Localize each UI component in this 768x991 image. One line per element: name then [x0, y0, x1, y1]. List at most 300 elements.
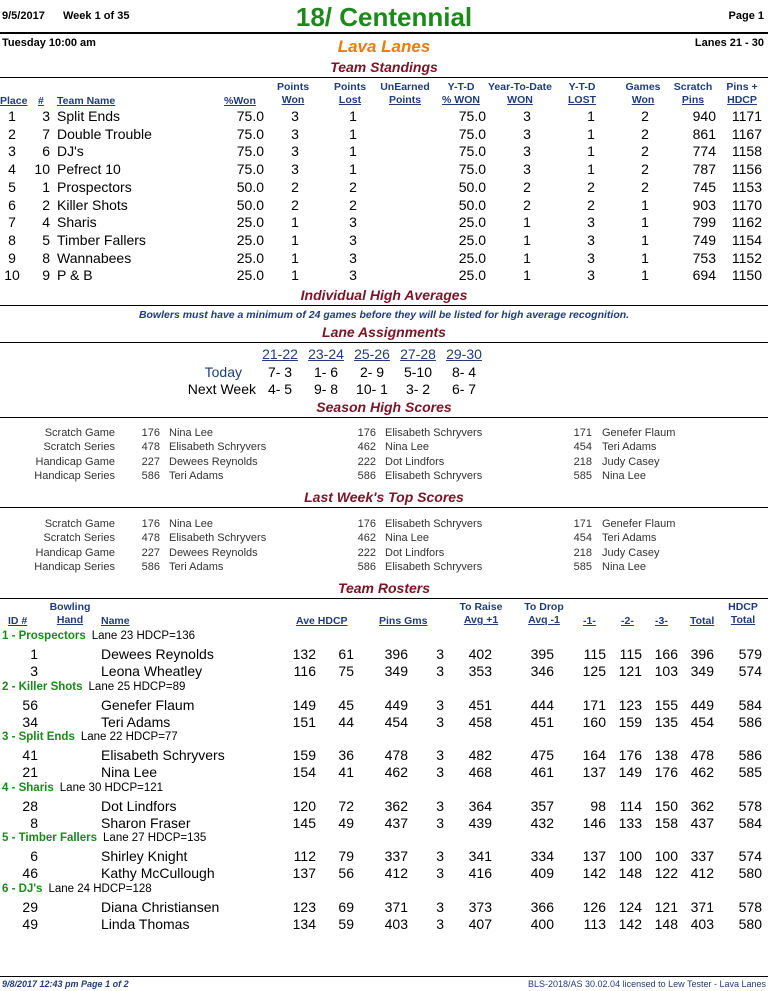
cell: 1: [42, 178, 50, 195]
cell: 151: [292, 713, 316, 730]
standings-row: [0, 214, 768, 232]
cell: Dewees Reynolds: [101, 646, 214, 662]
col-ytd-pct: Y-T-D % WON: [442, 81, 480, 106]
cell: 135: [654, 713, 678, 730]
cell: 454: [573, 532, 592, 545]
cell: 1171: [731, 108, 762, 124]
cell: 61: [338, 646, 354, 662]
cell: Dewees Reynolds: [169, 546, 258, 559]
cell: 171: [573, 518, 592, 530]
cell: 3: [291, 143, 299, 160]
cell: 45: [338, 696, 354, 713]
cell: 454: [690, 713, 714, 730]
team-lane-info: Lane 23 HDCP=136: [91, 630, 195, 642]
cell: 8: [8, 231, 16, 248]
cell: 1: [30, 646, 38, 662]
cell: 1: [523, 214, 531, 231]
cell: 787: [692, 161, 716, 178]
cell: 475: [530, 747, 554, 763]
cell: 439: [468, 814, 492, 831]
lane-matchup: 1- 6: [313, 364, 339, 380]
cell: 75: [338, 663, 354, 679]
cell: 50.0: [236, 178, 264, 195]
col-g2: -2-: [621, 615, 634, 627]
cell: 349: [384, 663, 408, 679]
cell: 334: [530, 848, 554, 864]
lane-matchup: 10- 1: [356, 381, 388, 397]
lane-pair-header: 23-24: [308, 346, 344, 362]
standings-top-rule: [0, 77, 768, 78]
cell: 395: [530, 646, 554, 662]
cell: 749: [692, 231, 716, 248]
standings-row: [0, 179, 768, 197]
roster-row: [0, 646, 768, 664]
cell: 3: [523, 143, 531, 160]
cell: 2: [641, 108, 649, 124]
cell: 362: [690, 797, 714, 814]
cell: 133: [618, 814, 642, 831]
cell: 2: [523, 196, 531, 213]
cell: 1: [523, 231, 531, 248]
cell: 50.0: [458, 178, 486, 195]
roster-row: [0, 815, 768, 833]
cell: 112: [293, 848, 316, 864]
cell: 3: [436, 865, 444, 881]
cell: Nina Lee: [169, 518, 214, 530]
cell: 3: [436, 915, 444, 932]
cell: 5: [8, 178, 16, 195]
cell: 176: [618, 747, 642, 763]
cell: 49: [22, 915, 38, 932]
cell: Teri Adams: [602, 532, 657, 545]
cell: Elisabeth Schryvers: [169, 441, 267, 454]
cell: Elisabeth Schryvers: [385, 469, 483, 482]
cell: 3: [436, 663, 444, 679]
cell: Dot Lindfors: [101, 797, 177, 814]
cell: 29: [22, 898, 38, 915]
cell: 137: [582, 764, 606, 780]
col-total: Total: [690, 615, 715, 627]
cell: Pefrect 10: [57, 161, 121, 178]
cell: 137: [582, 848, 606, 864]
cell: 574: [738, 848, 762, 864]
cell: 586: [357, 560, 376, 573]
cell: 449: [690, 696, 714, 713]
lanes-rule: [0, 342, 768, 343]
cell: Nina Lee: [602, 560, 647, 573]
cell: 25.0: [236, 249, 264, 266]
cell: 1: [349, 161, 357, 178]
day-time: Tuesday 10:00 am: [2, 37, 96, 49]
lane-pair-header: 21-22: [262, 346, 298, 362]
cell: 396: [384, 646, 408, 662]
footer-printed: 9/8/2017 12:43 pm Page 1 of 2: [2, 979, 129, 989]
standings-row: [0, 197, 768, 215]
team-name: 2 - Killer Shots: [2, 680, 83, 693]
cell: 3: [349, 267, 357, 284]
cell: Dewees Reynolds: [169, 455, 258, 468]
cell: 159: [292, 747, 316, 763]
cell: Elisabeth Schryvers: [385, 518, 483, 530]
cell: Handicap Game: [35, 546, 115, 559]
cell: 478: [141, 532, 160, 545]
cell: Judy Casey: [602, 546, 660, 559]
cell: 8: [42, 249, 50, 266]
lane-matchup: 9- 8: [313, 381, 339, 397]
cell: 25.0: [458, 249, 486, 266]
cell: 407: [468, 915, 492, 932]
cell: 75.0: [236, 108, 264, 124]
cell: 3: [349, 214, 357, 231]
roster-row: [0, 697, 768, 715]
cell: 227: [141, 455, 160, 468]
cell: 462: [357, 441, 376, 454]
cell: 166: [654, 646, 678, 662]
cell: Linda Thomas: [101, 915, 190, 932]
col-id: ID #: [8, 615, 28, 627]
cell: Leona Wheatley: [101, 663, 203, 679]
cell: 364: [468, 797, 492, 814]
rosters-title: Team Rosters: [337, 580, 431, 596]
cell: 579: [738, 646, 762, 662]
roster-row: [0, 663, 768, 681]
cell: 6: [42, 143, 50, 160]
cell: Handicap Game: [35, 455, 115, 468]
cell: 114: [619, 797, 642, 814]
cell: 584: [738, 696, 762, 713]
cell: 25.0: [458, 231, 486, 248]
cell: Scratch Series: [43, 532, 115, 545]
cell: 142: [582, 865, 606, 881]
lane-pair-header: 25-26: [354, 346, 390, 362]
cell: Double Trouble: [57, 125, 152, 142]
cell: 7: [8, 214, 16, 231]
cell: Sharon Fraser: [101, 814, 191, 831]
cell: Split Ends: [57, 108, 121, 124]
cell: 1154: [731, 231, 762, 248]
cell: 3: [587, 249, 595, 266]
cell: 1: [641, 196, 649, 213]
team-lane-info: Lane 22 HDCP=77: [80, 731, 178, 743]
col-to-drop: To Drop Avq -1: [524, 601, 564, 626]
cell: 6: [8, 196, 16, 213]
cell: Killer Shots: [57, 196, 128, 213]
cell: 578: [738, 797, 762, 814]
league-title: 18/ Centennial: [295, 2, 473, 32]
cell: 159: [618, 713, 642, 730]
cell: 3: [523, 125, 531, 142]
cell: 366: [530, 898, 554, 915]
cell: 478: [384, 747, 408, 763]
cell: 72: [338, 797, 354, 814]
cell: 337: [384, 848, 408, 864]
cell: 121: [654, 898, 678, 915]
standings-row: [0, 161, 768, 179]
cell: 171: [573, 427, 592, 439]
cell: 100: [654, 848, 678, 864]
cell: 6: [30, 848, 38, 864]
cell: 158: [654, 814, 678, 831]
cell: 341: [468, 848, 492, 864]
cell: 1150: [731, 267, 762, 284]
cell: 116: [293, 663, 316, 679]
col-ytd-won: Year-To-Date WON: [488, 81, 552, 106]
cell: 2: [291, 178, 299, 195]
cell: 2: [587, 178, 595, 195]
lane-matchup: 2- 9: [359, 364, 385, 380]
cell: 123: [292, 898, 316, 915]
cell: 100: [618, 848, 642, 864]
high-score-row: [0, 532, 768, 546]
standings-title: Team Standings: [330, 59, 438, 75]
cell: Nina Lee: [385, 532, 430, 545]
cell: 580: [738, 865, 762, 881]
cell: 349: [690, 663, 714, 679]
cell: 1: [523, 249, 531, 266]
team-lane-info: Lane 30 HDCP=121: [59, 781, 164, 794]
cell: 41: [338, 764, 354, 780]
cell: 3: [436, 713, 444, 730]
cell: Handicap Series: [34, 469, 115, 482]
cell: 1: [291, 214, 299, 231]
cell: DJ's: [57, 143, 84, 160]
cell: 4: [42, 214, 50, 231]
lane-matchup: 5-10: [403, 364, 433, 380]
cell: 402: [468, 646, 492, 662]
cell: 222: [357, 546, 376, 559]
cell: 138: [654, 747, 678, 763]
cell: 126: [582, 898, 606, 915]
col-num: #: [38, 95, 44, 107]
cell: 222: [357, 455, 376, 468]
cell: 124: [618, 898, 642, 915]
cell: Teri Adams: [101, 713, 171, 730]
cell: 1: [291, 267, 299, 284]
cell: 115: [619, 646, 642, 662]
cell: Scratch Series: [43, 441, 115, 454]
cell: 3: [436, 646, 444, 662]
cell: 3: [30, 663, 38, 679]
cell: 2: [641, 161, 649, 178]
cell: 2: [42, 196, 50, 213]
standings-row: [0, 126, 768, 144]
cell: 36: [338, 747, 354, 763]
roster-row: [0, 764, 768, 782]
cell: 403: [690, 915, 714, 932]
last-week-title: Last Week's Top Scores: [304, 489, 464, 505]
cell: 1153: [731, 178, 762, 195]
high-score-row: [0, 470, 768, 484]
cell: 574: [738, 663, 762, 679]
col-ave-hdcp: Ave HDCP: [296, 615, 348, 627]
cell: 346: [530, 663, 554, 679]
col-hand: Bowling Hand: [49, 601, 91, 626]
cell: 122: [654, 865, 678, 881]
cell: 444: [530, 696, 554, 713]
cell: 227: [141, 546, 160, 559]
cell: 148: [654, 915, 678, 932]
cell: 3: [291, 108, 299, 124]
col-to-raise: To Raise Avg +1: [459, 601, 503, 626]
cell: Diana Christiansen: [101, 898, 220, 915]
team-header: [0, 832, 206, 844]
cell: P & B: [57, 267, 93, 284]
roster-row: [0, 865, 768, 883]
cell: Genefer Flaum: [101, 696, 195, 713]
cell: 44: [338, 713, 354, 730]
cell: 2: [8, 125, 16, 142]
cell: 437: [690, 814, 714, 831]
high-score-row: [0, 456, 768, 470]
cell: 586: [738, 747, 762, 763]
cell: Nina Lee: [385, 441, 430, 454]
cell: Shirley Knight: [101, 848, 188, 864]
cell: 1: [587, 161, 595, 178]
cell: 34: [22, 713, 38, 730]
cell: 451: [530, 713, 554, 730]
cell: 2: [641, 178, 649, 195]
cell: 3: [436, 747, 444, 763]
roster-row: [0, 714, 768, 732]
cell: Elisabeth Schryvers: [169, 532, 267, 545]
cell: 449: [384, 696, 408, 713]
cell: 120: [292, 797, 316, 814]
col-pct: %Won: [224, 95, 256, 107]
standings-row: [0, 250, 768, 268]
cell: 1: [641, 249, 649, 266]
last-week-rule: [0, 507, 768, 508]
cell: Kathy McCullough: [101, 865, 215, 881]
week-indicator: Week 1 of 35: [63, 10, 130, 22]
cell: Judy Casey: [602, 455, 660, 468]
next-week-label: Next Week: [187, 381, 256, 397]
cell: 1: [587, 125, 595, 142]
team-lane-info: Lane 27 HDCP=135: [103, 832, 207, 844]
cell: 461: [530, 764, 554, 780]
cell: 3: [587, 267, 595, 284]
col-ytd-lost: Y-T-D LOST: [568, 81, 596, 106]
cell: 10: [4, 267, 20, 284]
team-name: 3 - Split Ends: [2, 731, 75, 743]
cell: 585: [738, 764, 762, 780]
cell: 412: [690, 865, 714, 881]
cell: 462: [357, 532, 376, 545]
cell: 416: [468, 865, 492, 881]
averages-note: Bowlers must have a minimum of 24 games before they will be listed for high average recognition.: [138, 309, 630, 321]
cell: Genefer Flaum: [602, 427, 676, 439]
cell: 171: [582, 696, 606, 713]
cell: 3: [523, 161, 531, 178]
team-lane-info: Lane 25 HDCP=89: [88, 680, 186, 693]
cell: 468: [468, 764, 492, 780]
cell: 21: [22, 764, 38, 780]
cell: 2: [523, 178, 531, 195]
cell: 3: [587, 214, 595, 231]
cell: Nina Lee: [101, 764, 158, 780]
team-header: [0, 731, 178, 743]
roster-row: [0, 899, 768, 917]
col-hdcp-total: HDCP Total: [728, 601, 758, 626]
high-score-row: [0, 427, 768, 441]
lane-pair-header: 29-30: [446, 346, 482, 362]
cell: 482: [468, 747, 492, 763]
col-name: Name: [101, 615, 130, 627]
today-label: Today: [204, 364, 242, 380]
cell: 745: [692, 178, 716, 195]
cell: 149: [618, 764, 642, 780]
cell: 1: [587, 108, 595, 124]
cell: 478: [690, 747, 714, 763]
cell: 5: [42, 231, 50, 248]
cell: Nina Lee: [602, 469, 647, 482]
cell: Elisabeth Schryvers: [385, 560, 483, 573]
cell: 580: [738, 915, 762, 932]
cell: 56: [338, 865, 354, 881]
high-score-row: [0, 547, 768, 561]
cell: 454: [384, 713, 408, 730]
cell: 25.0: [458, 214, 486, 231]
cell: 160: [582, 713, 606, 730]
cell: Scratch Game: [44, 427, 115, 439]
cell: 462: [384, 764, 408, 780]
cell: 585: [573, 469, 592, 482]
cell: 3: [436, 696, 444, 713]
cell: 75.0: [458, 108, 486, 124]
cell: 4: [8, 161, 16, 178]
high-score-row: [0, 561, 768, 575]
cell: 903: [692, 196, 716, 213]
cell: 46: [22, 865, 38, 881]
lane-matchup: 8- 4: [451, 364, 477, 380]
col-pins-gms: Pins Gms: [379, 615, 428, 627]
col-place: Place: [0, 95, 28, 107]
standings-row: [0, 267, 768, 285]
cell: 218: [573, 546, 592, 559]
cell: 75.0: [236, 161, 264, 178]
cell: 940: [692, 108, 716, 124]
cell: 3: [42, 108, 50, 124]
cell: 98: [590, 797, 606, 814]
cell: 103: [654, 663, 678, 679]
cell: 1156: [731, 161, 762, 178]
cell: 3: [523, 108, 531, 124]
col-games-won: Games Won: [625, 81, 661, 106]
lane-matchup: 7- 3: [267, 364, 293, 380]
cell: 586: [141, 560, 160, 573]
cell: 176: [357, 427, 376, 439]
cell: 137: [292, 865, 316, 881]
cell: 403: [384, 915, 408, 932]
cell: Scratch Game: [44, 518, 115, 530]
team-name: 1 - Prospectors: [2, 630, 86, 642]
cell: 7: [42, 125, 50, 142]
cell: 25.0: [458, 267, 486, 284]
cell: 1: [523, 267, 531, 284]
high-score-row: [0, 441, 768, 455]
cell: 3: [8, 143, 16, 160]
cell: 1158: [731, 143, 762, 160]
center-name: Lava Lanes: [337, 37, 431, 56]
cell: 462: [690, 764, 714, 780]
cell: 3: [436, 848, 444, 864]
cell: 799: [692, 214, 716, 231]
cell: 1: [291, 249, 299, 266]
lane-matchup: 6- 7: [451, 381, 477, 397]
cell: 69: [338, 898, 354, 915]
cell: 113: [583, 915, 606, 932]
cell: 1: [587, 143, 595, 160]
cell: 3: [436, 814, 444, 831]
